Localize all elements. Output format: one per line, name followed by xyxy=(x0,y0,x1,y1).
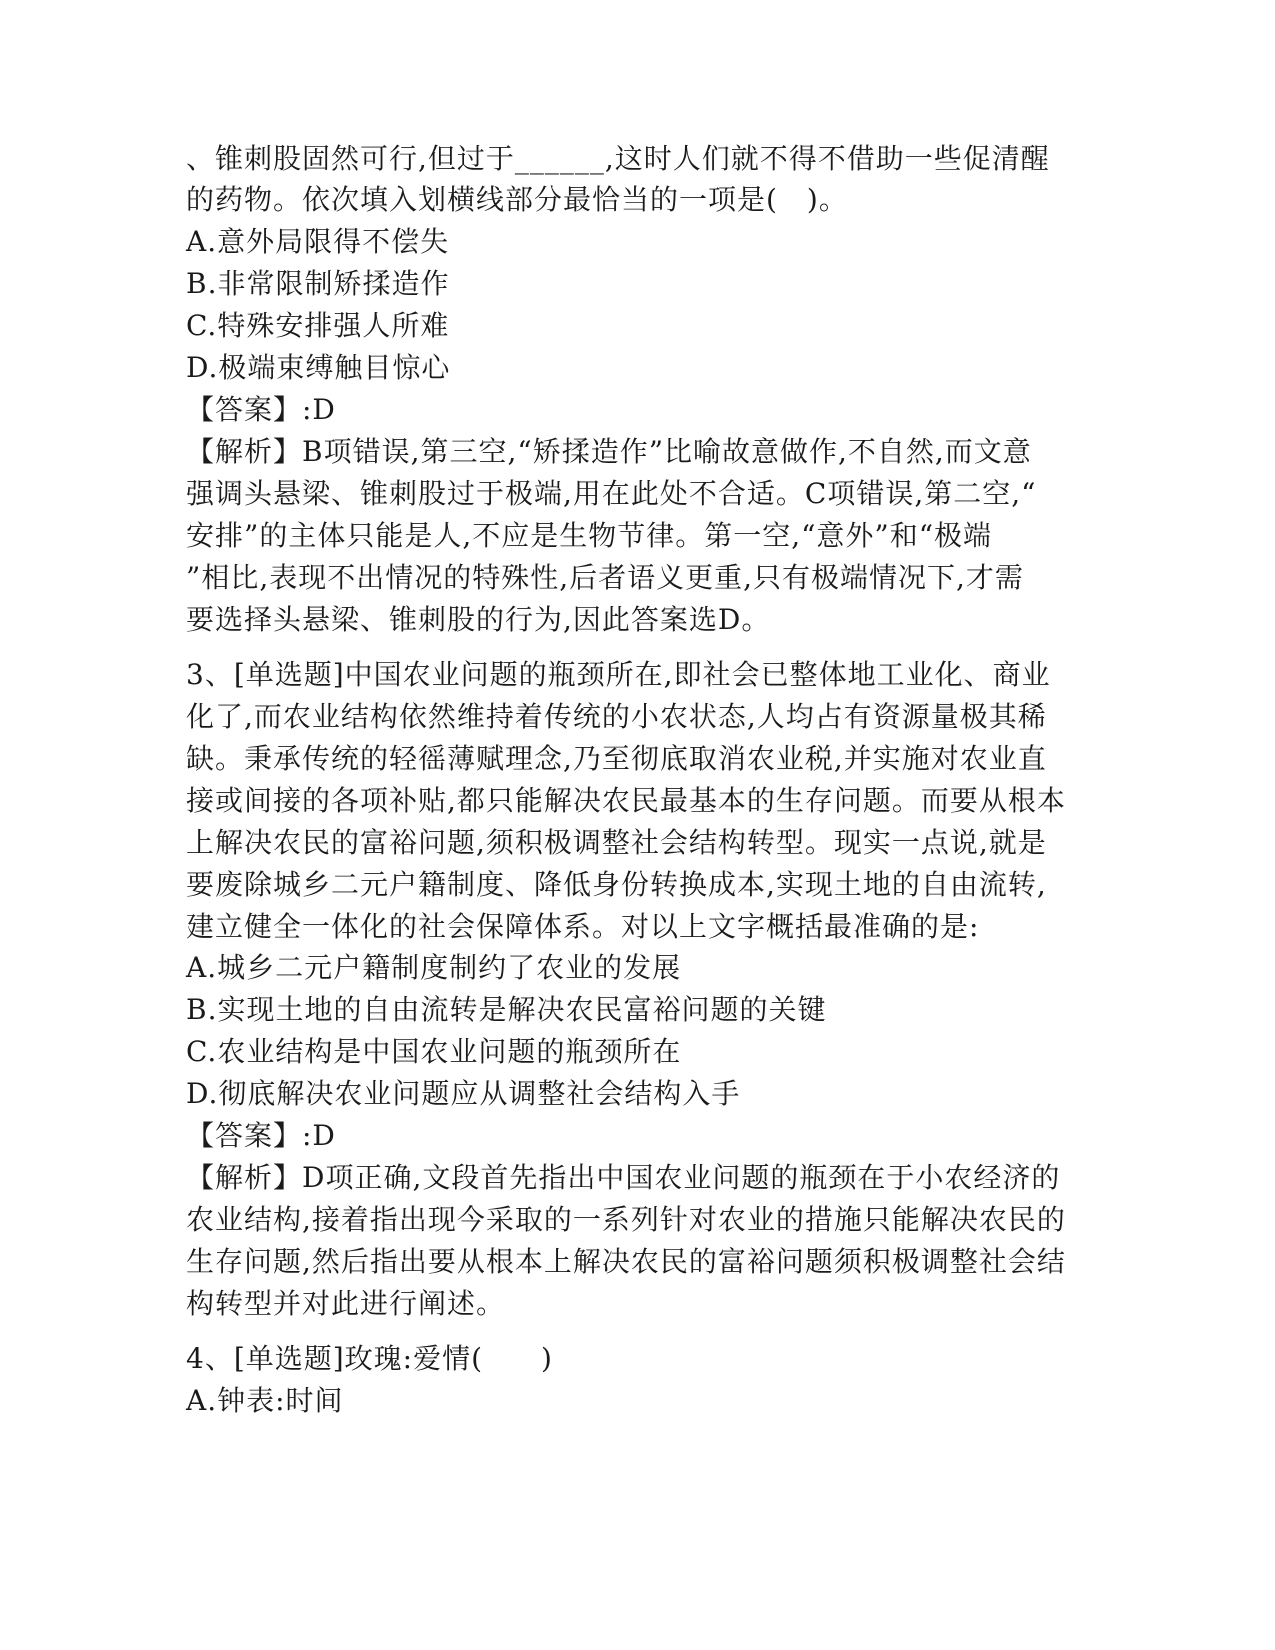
q3-stem-line: 上解决农民的富裕问题,须积极调整社会结构转型。现实一点说,就是 xyxy=(186,826,1047,859)
q3-analysis-line: 构转型并对此进行阐述。 xyxy=(186,1287,506,1320)
q2-analysis-line: 安排”的主体只能是人,不应是生物节律。第一空,“意外”和“极端 xyxy=(186,519,993,552)
q2-answer: 【答案】:D xyxy=(186,393,336,426)
q2-option-d: D.极端束缚触目惊心 xyxy=(186,351,451,384)
q3-option-b: B.实现土地的自由流转是解决农民富裕问题的关键 xyxy=(186,993,827,1026)
q3-stem-line: 建立健全一体化的社会保障体系。对以上文字概括最准确的是: xyxy=(186,910,980,943)
q4-stem-line: 4、[单选题]玫瑰:爱情( ) xyxy=(186,1342,553,1375)
q3-analysis-line: 【解析】D项正确,文段首先指出中国农业问题的瓶颈在于小农经济的 xyxy=(186,1161,1061,1194)
q2-analysis-line: 要选择头悬梁、锥刺股的行为,因此答案选D。 xyxy=(186,603,771,636)
q2-option-c: C.特殊安排强人所难 xyxy=(186,309,450,342)
q2-option-b: B.非常限制矫揉造作 xyxy=(186,267,450,300)
q3-stem-line: 3、[单选题]中国农业问题的瓶颈所在,即社会已整体地工业化、商业 xyxy=(186,658,1051,691)
q3-option-d: D.彻底解决农业问题应从调整社会结构入手 xyxy=(186,1077,741,1110)
q2-stem-line: 、锥刺股固然可行,但过于______,这时人们就不得不借助一些促清醒 xyxy=(186,142,1050,175)
q3-option-c: C.农业结构是中国农业问题的瓶颈所在 xyxy=(186,1035,682,1068)
q2-analysis-line: ”相比,表现不出情况的特殊性,后者语义更重,只有极端情况下,才需 xyxy=(186,561,1024,594)
q3-stem-line: 要废除城乡二元户籍制度、降低身份转换成本,实现土地的自由流转, xyxy=(186,868,1047,901)
q3-answer: 【答案】:D xyxy=(186,1119,336,1152)
q2-option-a: A.意外局限得不偿失 xyxy=(186,225,450,258)
q3-analysis-line: 农业结构,接着指出现今采取的一系列针对农业的措施只能解决农民的 xyxy=(186,1203,1066,1236)
q2-analysis-line: 强调头悬梁、锥刺股过于极端,用在此处不合适。C项错误,第二空,“ xyxy=(186,477,1037,510)
q3-analysis-line: 生存问题,然后指出要从根本上解决农民的富裕问题须积极调整社会结 xyxy=(186,1245,1066,1278)
q3-stem-line: 化了,而农业结构依然维持着传统的小农状态,人均占有资源量极其稀 xyxy=(186,700,1047,733)
q3-stem-line: 缺。秉承传统的轻徭薄赋理念,乃至彻底取消农业税,并实施对农业直 xyxy=(186,742,1047,775)
q4-option-a: A.钟表:时间 xyxy=(186,1384,344,1417)
q2-stem-line: 的药物。依次填入划横线部分最恰当的一项是( )。 xyxy=(186,183,848,216)
q2-analysis-line: 【解析】B项错误,第三空,“矫揉造作”比喻故意做作,不自然,而文意 xyxy=(186,435,1032,468)
q3-option-a: A.城乡二元户籍制度制约了农业的发展 xyxy=(186,951,682,984)
q3-stem-line: 接或间接的各项补贴,都只能解决农民最基本的生存问题。而要从根本 xyxy=(186,784,1066,817)
